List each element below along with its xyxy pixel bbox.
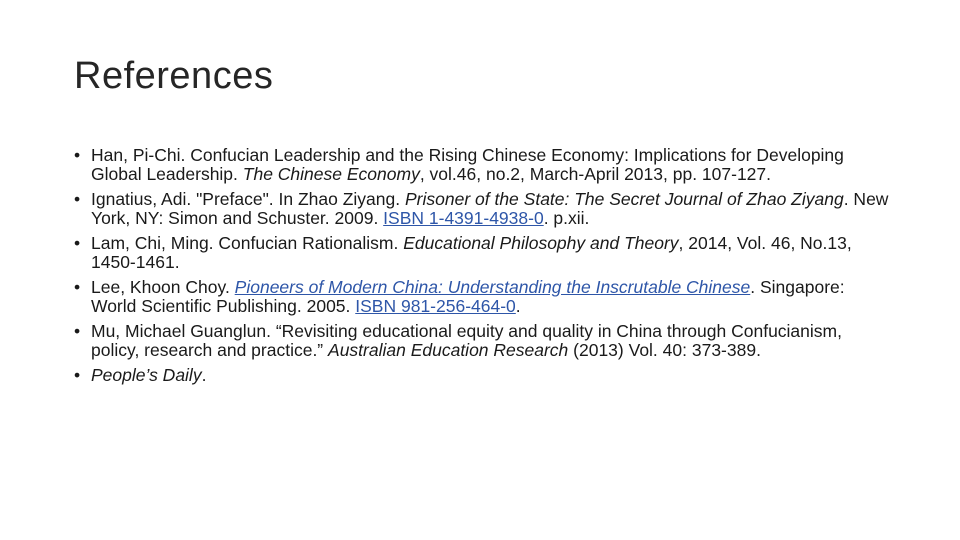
reference-item: [74, 278, 894, 316]
reference-text: . Singapore: World Scientific Publishing. 2005.: [91, 277, 845, 316]
reference-text: Lam, Chi, Ming. Confucian Rationalism.: [91, 233, 404, 253]
bullet-icon: •: [74, 145, 81, 165]
reference-title-italic: The Chinese Economy: [242, 164, 420, 184]
bullet-icon: •: [74, 365, 81, 385]
reference-text: Lee, Khoon Choy.: [91, 277, 235, 297]
reference-title-italic: Educational Philosophy and Theory: [403, 233, 679, 253]
isbn-link[interactable]: ISBN 1-4391-4938-0: [383, 208, 544, 228]
reference-text: . p.xii.: [543, 208, 590, 228]
reference-item: [74, 366, 894, 385]
book-title-link[interactable]: Pioneers of Modern China: Understanding the Inscrutable Chinese: [234, 277, 751, 297]
reference-text: Ignatius, Adi. "Preface". In Zhao Ziyang.: [91, 189, 405, 209]
slide-title: References: [74, 55, 274, 97]
reference-title-italic: Prisoner of the State: The Secret Journal of Zhao Ziyang: [404, 189, 844, 209]
reference-title-italic: People’s Daily: [91, 365, 202, 385]
reference-item: [74, 146, 894, 184]
bullet-icon: •: [74, 233, 81, 253]
reference-text: .: [201, 365, 207, 385]
reference-text: Mu, Michael Guanglun. “Revisiting educational equity and quality in China through Confucianism, policy, research and practice.”: [91, 321, 842, 360]
reference-text: Han, Pi-Chi. Confucian Leadership and the Rising Chinese Economy: Implications for Developing Global Leadership.: [91, 145, 844, 184]
reference-list: [74, 146, 894, 391]
bullet-icon: •: [74, 189, 81, 209]
reference-text: (2013) Vol. 40: 373-389.: [568, 340, 761, 360]
reference-item: [74, 190, 894, 228]
reference-text: .: [515, 296, 521, 316]
bullet-icon: •: [74, 277, 81, 297]
reference-text: , 2014, Vol. 46, No.13, 1450-1461.: [91, 233, 852, 272]
bullet-icon: •: [74, 321, 81, 341]
reference-text: , vol.46, no.2, March-April 2013, pp. 107-127.: [419, 164, 772, 184]
reference-title-italic: Australian Education Research: [328, 340, 569, 360]
reference-item: [74, 322, 894, 360]
isbn-link[interactable]: ISBN 981-256-464-0: [355, 296, 516, 316]
reference-item: [74, 234, 894, 272]
reference-text: . New York, NY: Simon and Schuster. 2009.: [91, 189, 889, 228]
